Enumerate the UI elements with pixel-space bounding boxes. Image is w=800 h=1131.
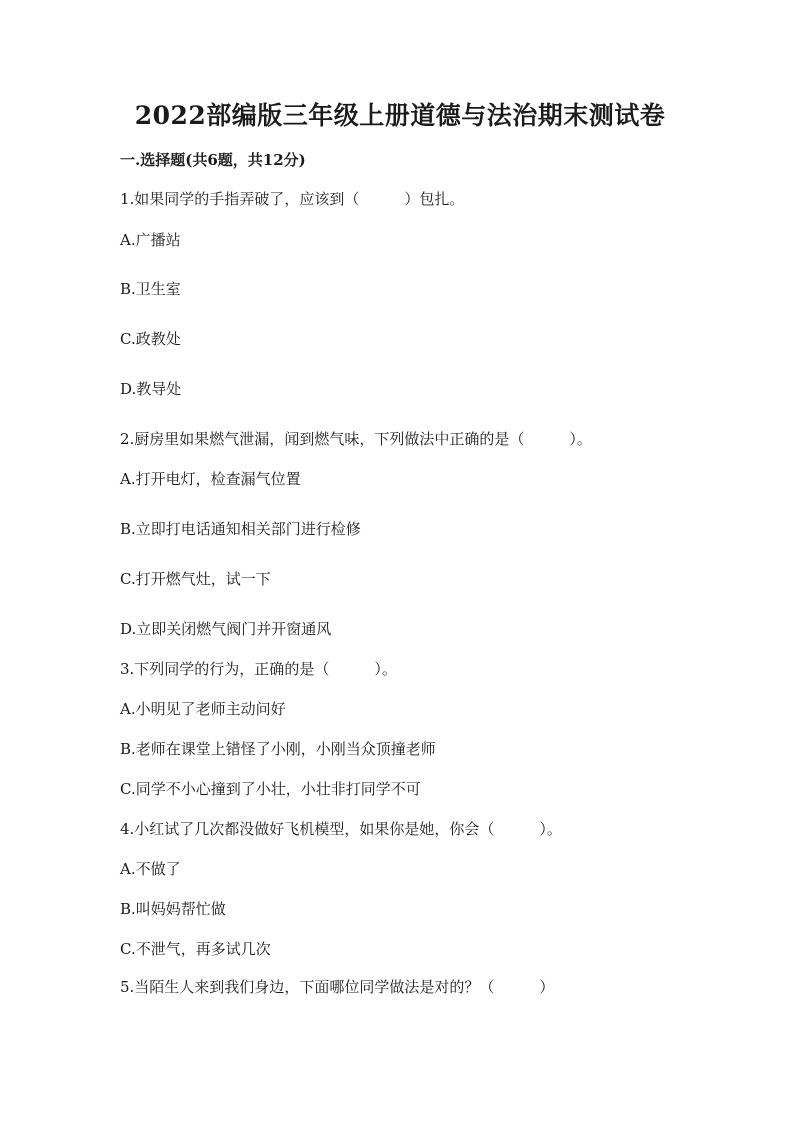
section-heading: 一.选择题(共6题，共12分)	[120, 151, 306, 169]
page-title: 2022部编版三年级上册道德与法治期末测试卷	[134, 101, 666, 130]
question-1-option-c: C.政教处	[120, 330, 181, 348]
question-4-option-a: A.不做了	[120, 860, 181, 878]
question-4-option-b: B.叫妈妈帮忙做	[120, 900, 226, 918]
question-3-option-a: A.小明见了老师主动问好	[120, 700, 286, 718]
question-1-option-b: B.卫生室	[120, 280, 181, 298]
question-2-option-d: D.立即关闭燃气阀门并开窗通风	[120, 620, 332, 638]
question-2-stem: 2.厨房里如果燃气泄漏，闻到燃气味，下列做法中正确的是（ ）。	[120, 430, 592, 448]
question-3-stem: 3.下列同学的行为，正确的是（ ）。	[120, 660, 397, 678]
question-1-stem: 1.如果同学的手指弄破了，应该到（ ）包扎。	[120, 190, 465, 208]
question-2-option-a: A.打开电灯，检查漏气位置	[120, 470, 301, 488]
question-2-option-c: C.打开燃气灶，试一下	[120, 570, 271, 588]
question-5-stem: 5.当陌生人来到我们身边，下面哪位同学做法是对的？（ ）	[120, 978, 555, 996]
question-3-option-b: B.老师在课堂上错怪了小刚，小刚当众顶撞老师	[120, 740, 436, 758]
question-4-stem: 4.小红试了几次都没做好飞机模型，如果你是她，你会（ ）。	[120, 820, 562, 838]
question-1-option-d: D.教导处	[120, 380, 182, 398]
question-2-option-b: B.立即打电话通知相关部门进行检修	[120, 520, 361, 538]
question-3-option-c: C.同学不小心撞到了小壮，小壮非打同学不可	[120, 780, 421, 798]
question-1-option-a: A.广播站	[120, 231, 181, 249]
question-4-option-c: C.不泄气，再多试几次	[120, 940, 271, 958]
